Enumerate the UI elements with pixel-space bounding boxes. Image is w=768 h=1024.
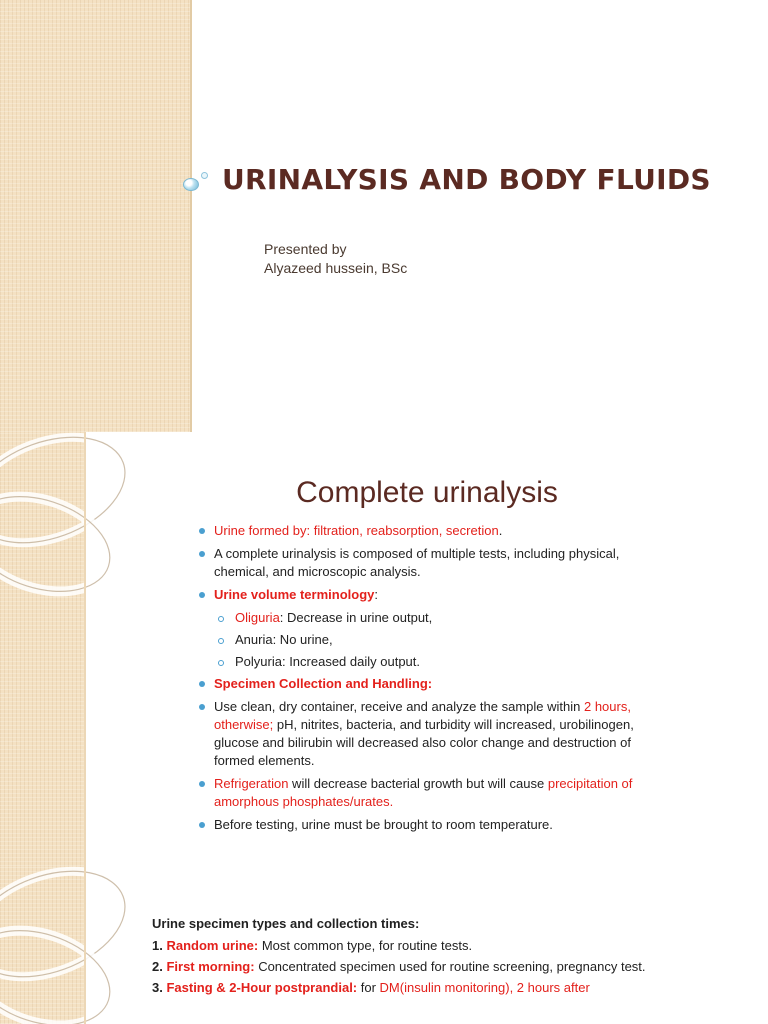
bullet-item (196, 698, 666, 770)
bullet-text: Use clean, dry container, receive and analyze the sample within (214, 699, 584, 714)
bullet-text: A complete urinalysis is composed of multiple tests, including physical, chemical, and microscopic analysis. (214, 546, 620, 579)
bullet-heading: Specimen Collection and Handling: (214, 676, 433, 691)
bullet-text-red: precipitation of amorphous phosphates/urates. (214, 776, 633, 809)
bullet-item (196, 586, 666, 604)
paper-texture-panel (0, 0, 192, 432)
item-number: 2. (152, 959, 163, 974)
sub-bullet-item (196, 653, 666, 671)
rings-decoration-icon (0, 432, 140, 672)
item-text: Concentrated specimen used for routine screening, pregnancy test. (254, 959, 646, 974)
bullet-list (196, 522, 666, 839)
bullet-text: pH, nitrites, bacteria, and turbidity will increased, urobilinogen, glucose and bilirubin will decreased also color change and destruction of formed elements. (214, 717, 634, 768)
item-text-red: DM(insulin monitoring), 2 hours after (379, 980, 590, 995)
bullet-item (196, 545, 666, 581)
presenter-name: Alyazeed hussein, BSc (264, 260, 408, 276)
bullet-item (196, 522, 666, 540)
item-term: Fasting & 2-Hour postprandial: (166, 980, 358, 995)
list-heading (152, 914, 662, 934)
presenter-block (264, 240, 407, 278)
content-slide-specimen-types (0, 866, 768, 1024)
small-bubble-decoration-icon (201, 172, 208, 179)
bullet-item (196, 675, 666, 693)
bullet-text-red: Urine formed by: filtration, reabsorption, secretion (214, 523, 499, 538)
sub-bullet-text: Polyuria: Increased daily output. (235, 654, 420, 669)
sub-bullet-text: Anuria: No urine, (235, 632, 333, 647)
item-number: 3. (152, 980, 163, 995)
bullet-text: . (498, 523, 503, 538)
bullet-text-red: Refrigeration (214, 776, 289, 791)
list-item (152, 957, 662, 977)
bullet-text: Before testing, urine must be brought to room temperature. (214, 817, 553, 832)
title-slide (0, 0, 768, 432)
bullet-item (196, 775, 666, 811)
specimen-list (152, 914, 662, 999)
sub-bullet-term: Oliguria (235, 610, 280, 625)
panel-edge (84, 866, 86, 1024)
list-item (152, 978, 662, 998)
rings-decoration-icon (0, 866, 140, 1024)
bubble-decoration-icon (183, 178, 199, 191)
bullet-heading: Urine volume terminology (214, 587, 375, 602)
list-item (152, 936, 662, 956)
item-number: 1. (152, 938, 163, 953)
bullet-text: will decrease bacterial growth but will cause (288, 776, 548, 791)
item-text: Most common type, for routine tests. (258, 938, 473, 953)
sub-bullet-item (196, 609, 666, 627)
slide-title: Complete urinalysis (296, 476, 558, 509)
sub-bullet-text: : Decrease in urine output, (279, 610, 433, 625)
slide-title: URINALYSIS AND BODY FLUIDS (222, 163, 711, 196)
list-heading-colon: : (414, 916, 420, 931)
presented-by-label: Presented by (264, 241, 347, 257)
sub-bullet-item (196, 631, 666, 649)
panel-edge (190, 0, 192, 432)
item-text: for (357, 980, 380, 995)
item-term: Random urine: (166, 938, 259, 953)
bullet-text-red: 2 hours, otherwise; (214, 699, 631, 732)
item-term: First morning: (166, 959, 255, 974)
list-heading-text: Urine specimen types and collection times (152, 916, 415, 931)
bullet-item (196, 816, 666, 834)
content-slide-complete-urinalysis (0, 432, 768, 866)
bullet-text: : (374, 587, 378, 602)
